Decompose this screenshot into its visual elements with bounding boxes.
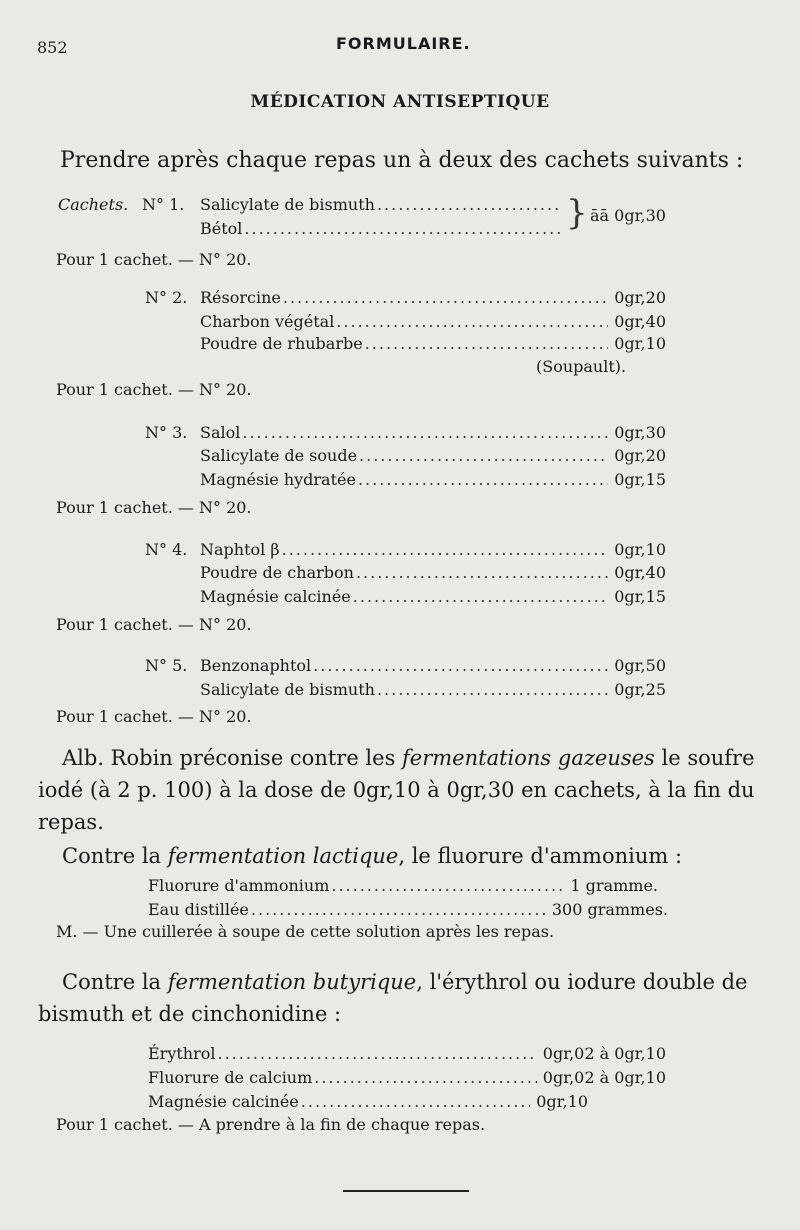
formula4-item-1: Naphtol β ..... 0gr,10 <box>200 540 666 559</box>
running-title: FORMULAIRE. <box>336 34 471 53</box>
butyric-line-2: bismuth et de cinchonidine : <box>38 1002 342 1026</box>
section-title: MÉDICATION ANTISEPTIQUE <box>250 92 550 112</box>
formula1-number: N° 1. <box>142 195 185 214</box>
butyric-footer: Pour 1 cachet. — A prendre à la fin de chaque repas. <box>56 1115 486 1134</box>
formula3-item-1: Salol ..... 0gr,30 <box>200 423 666 442</box>
butyric-item-1: Érythrol ..... 0gr,02 à 0gr,10 <box>148 1044 666 1063</box>
formula3-number: N° 3. <box>145 423 188 442</box>
formula4-number: N° 4. <box>145 540 188 559</box>
formula4-footer: Pour 1 cachet. — N° 20. <box>56 615 252 634</box>
formula3-item-3: Magnésie hydratée ..... 0gr,15 <box>200 470 666 489</box>
butyric-item-2: Fluorure de calcium ..... 0gr,02 à 0gr,10 <box>148 1068 666 1087</box>
robin-paragraph-line-1: Alb. Robin préconise contre les fermentations gazeuses le soufre <box>62 746 755 770</box>
lactic-instruction: M. — Une cuillerée à soupe de cette solution après les repas. <box>56 922 555 941</box>
formula1-item-2: Bétol ..... <box>200 219 560 238</box>
lactic-item-2: Eau distillée ..... 300 grammes. <box>148 900 668 919</box>
formula4-item-3: Magnésie calcinée ..... 0gr,15 <box>200 587 666 606</box>
formula5-footer: Pour 1 cachet. — N° 20. <box>56 707 252 726</box>
formula4-item-2: Poudre de charbon ..... 0gr,40 <box>200 563 666 582</box>
page-number: 852 <box>37 38 68 57</box>
formula2-number: N° 2. <box>145 288 188 307</box>
page-end-rule <box>343 1190 469 1192</box>
formula2-footer: Pour 1 cachet. — N° 20. <box>56 380 252 399</box>
brace-icon: } <box>566 193 588 233</box>
formula2-item-2: Charbon végétal ..... 0gr,40 <box>200 312 666 331</box>
lactic-item-1: Fluorure d'ammonium ..... 1 gramme. <box>148 876 658 895</box>
formula2-item-1: Résorcine ..... 0gr,20 <box>200 288 666 307</box>
formula1-shared-dose: āā 0gr,30 <box>590 206 666 225</box>
lactic-intro: Contre la fermentation lactique, le fluorure d'ammonium : <box>62 844 683 868</box>
formula1-footer: Pour 1 cachet. — N° 20. <box>56 250 252 269</box>
formula2-item-3: Poudre de rhubarbe ..... 0gr,10 <box>200 334 666 353</box>
robin-paragraph-line-2: iodé (à 2 p. 100) à la dose de 0gr,10 à 0gr,30 en cachets, à la fin du <box>38 778 755 802</box>
robin-paragraph-line-3: repas. <box>38 810 104 834</box>
formula5-item-2: Salicylate de bismuth ..... 0gr,25 <box>200 680 666 699</box>
formula2-author: (Soupault). <box>536 357 627 376</box>
cachets-label: Cachets. <box>58 195 129 214</box>
butyric-line-1: Contre la fermentation butyrique, l'érythrol ou iodure double de <box>62 970 748 994</box>
butyric-item-3: Magnésie calcinée ..... 0gr,10 <box>148 1092 588 1111</box>
formula3-item-2: Salicylate de soude ..... 0gr,20 <box>200 446 666 465</box>
formula3-footer: Pour 1 cachet. — N° 20. <box>56 498 252 517</box>
formula5-item-1: Benzonaphtol ..... 0gr,50 <box>200 656 666 675</box>
formula1-item-1: Salicylate de bismuth ..... <box>200 195 560 214</box>
intro-sentence: Prendre après chaque repas un à deux des cachets suivants : <box>60 148 744 173</box>
formula5-number: N° 5. <box>145 656 188 675</box>
